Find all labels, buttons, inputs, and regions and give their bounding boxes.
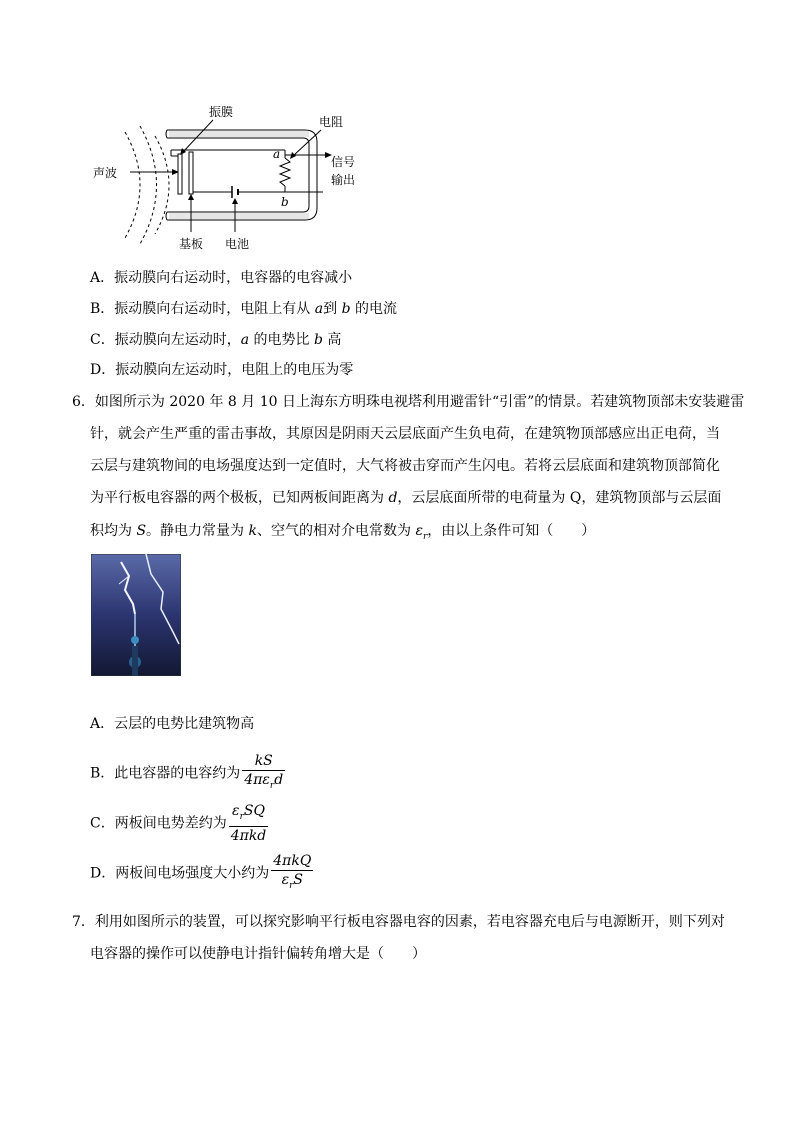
fraction-potential-difference: $\frac{\varepsilon_rSQ}{\text{4πkd}}$ (230, 803, 267, 844)
q5-option-d: D．振动膜向左运动时，电阻上的电压为零 (90, 362, 354, 378)
q5-option-b: B．振动膜向右运动时，电阻上有从 a到 b 的电流 (90, 301, 397, 317)
q7-line-2: 电容器的操作可以使静电计指针偏转角增大是（ ） (90, 946, 426, 962)
q6-option-c: C．两板间电势差约为 $\frac{\varepsilon_rSQ}{\text{4πkd}}$ (90, 803, 267, 844)
capacitor-microphone-diagram (85, 100, 375, 260)
base-plate (189, 152, 193, 194)
sound-wave-arc (140, 126, 157, 244)
q5-option-a: A．振动膜向右运动时，电容器的电容减小 (90, 270, 353, 286)
lightning-tower-photo (91, 554, 181, 676)
q7-line-1: 7．利用如图所示的装置，可以探究影响平行板电容器电容的因素，若电容器充电后与电源断开，则下列对 (72, 914, 725, 930)
q6-option-a: A．云层的电势比建筑物高 (90, 716, 255, 732)
q6-number: 6． (72, 394, 95, 410)
signal-label-bottom: 输出 (331, 173, 356, 187)
q6-line-5: 积均为 S。静电力常量为 k、空气的相对介电常数为 $\varepsilon_r$，由以上条件可知（ ） (90, 523, 596, 542)
q6-option-b: B．此电容器的电容约为 $\frac{kS}{4\pi\varepsilon_rd}$ (90, 752, 285, 795)
q6-line-3: 云层与建筑物间的电场强度达到一定值时，大气将被击穿而产生闪电。若将云层底面和建筑物顶部简化 (90, 458, 720, 474)
sound-wave-arc (125, 132, 140, 238)
sound-wave-label: 声波 (93, 166, 118, 180)
q6-line-2: 针，就会产生严重的雷击事故，其原因是阴雨天云层底面产生负电荷，在建筑物顶部感应出正电荷，当 (90, 426, 720, 442)
q6-line-4: 为平行板电容器的两个极板，已知两板间距离为 d，云层底面所带的电荷量为 Q，建筑物顶部与云层面 (90, 490, 722, 506)
point-a-label: a (273, 147, 281, 161)
point-b-label: b (281, 195, 289, 209)
signal-label-top: 信号 (331, 155, 356, 169)
fraction-field-strength: $\frac{\text{4πkQ}}{\varepsilon_rS}$ (273, 853, 312, 891)
resistor-label: 电阻 (319, 115, 344, 129)
base-plate-label: 基板 (179, 237, 204, 251)
battery-label: 电池 (225, 237, 250, 251)
q6-line-1: 6．如图所示为 2020 年 8 月 10 日上海东方明珠电视塔利用避雷针“引雷”的情景。若建筑物顶部未安装避雷 (72, 394, 745, 410)
fraction-capacitance: $\frac{kS}{4\pi\varepsilon_rd}$ (244, 753, 284, 791)
membrane (178, 154, 182, 194)
q7-number: 7． (72, 914, 95, 930)
membrane-label: 振膜 (209, 105, 234, 119)
q5-option-c: C．振动膜向左运动时，a 的电势比 b 高 (90, 332, 342, 348)
q6-option-d: D．两板间电场强度大小约为 $\frac{\text{4πkQ}}{\varepsilon_rS}$ (90, 852, 313, 895)
resistor (280, 158, 290, 186)
